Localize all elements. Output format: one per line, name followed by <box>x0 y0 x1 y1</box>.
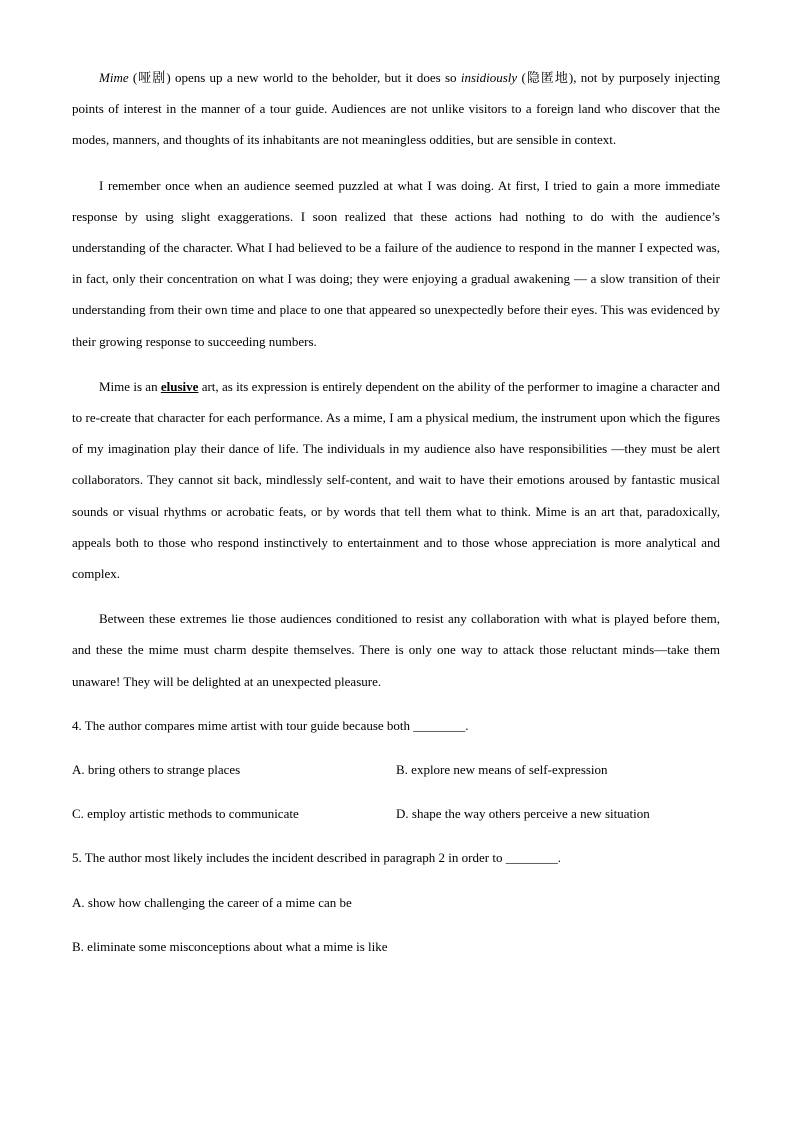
keyword-elusive: elusive <box>160 378 199 394</box>
gloss-mime: (哑剧) <box>128 70 175 85</box>
paragraph-1-text-a: opens up a new world to the beholder, but it does so <box>174 70 461 85</box>
paragraph-1 <box>72 62 720 156</box>
paragraph-3-text-b: art, as its expression is entirely dependent on the ability of the performer to imagine a character and to re-create that character for each performance. As a mime, I am a physical medium, the instrument upon which the figures of my imagination play their dance of life. The individuals in my audience also have responsibilities —they must be alert collaborators. They cannot sit back, mindlessly self-content, and wait to have their emotions aroused by fantastic musical sounds or visual rhythms or acrobatic feats, or by words that tell them what to think. Mime is an art that, paradoxically, appeals both to those who respond instinctively to entertainment and to those whose appreciation is more analytical and complex. <box>72 378 720 582</box>
question-5-option-a: A. show how challenging the career of a mime can be <box>72 894 352 910</box>
question-5-stem: 5. The author most likely includes the incident described in paragraph 2 in order to ________. <box>72 850 561 866</box>
document-page <box>72 62 720 962</box>
question-4-stem: 4. The author compares mime artist with tour guide because both ________. <box>72 717 469 733</box>
paragraph-3-text-a: Mime is an <box>99 378 161 394</box>
paragraph-2: I remember once when an audience seemed puzzled at what I was doing. At first, I tried to gain a more immediate response by using slight exaggerations. I soon realized that these actions had nothing to do with the audience’s understanding of the character. What I had believed to be a failure of the audience to respond in the manner I expected was, in fact, only their concentration on what I was doing; they were enjoying a gradual awakening — a slow transition of their understanding from their own time and place to one that appeared so unexpectedly before their eyes. This was evidenced by their growing response to succeeding numbers. <box>72 177 720 349</box>
term-insidiously: insidiously <box>460 70 518 85</box>
paragraph-3 <box>72 371 720 589</box>
question-4-options-row-2 <box>72 798 720 829</box>
question-4-option-a: A. bring others to strange places <box>72 762 241 778</box>
paragraph-1-text-b: (隐匿地), not by purposely injecting points of interest in the manner of a tour guide. Audiences are not unlike visitors to a foreign land who discover that the modes, manners, and thoughts of its inhabitants are not meaningless oddities, but are sensible in context. <box>72 70 721 148</box>
question-4-option-c: C. employ artistic methods to communicate <box>72 806 299 822</box>
term-mime: Mime <box>99 70 129 85</box>
paragraph-4: Between these extremes lie those audiences conditioned to resist any collaboration with what is played before them, and these the mime must charm despite themselves. There is only one way to attack those reluctant minds—take them unaware! They will be delighted at an unexpected pleasure. <box>72 611 720 689</box>
question-4-option-d: D. shape the way others perceive a new situation <box>396 806 650 822</box>
question-4-option-b: B. explore new means of self-expression <box>396 762 608 778</box>
question-4-options-row-1 <box>72 754 720 785</box>
question-5-option-b: B. eliminate some misconceptions about what a mime is like <box>72 938 388 954</box>
